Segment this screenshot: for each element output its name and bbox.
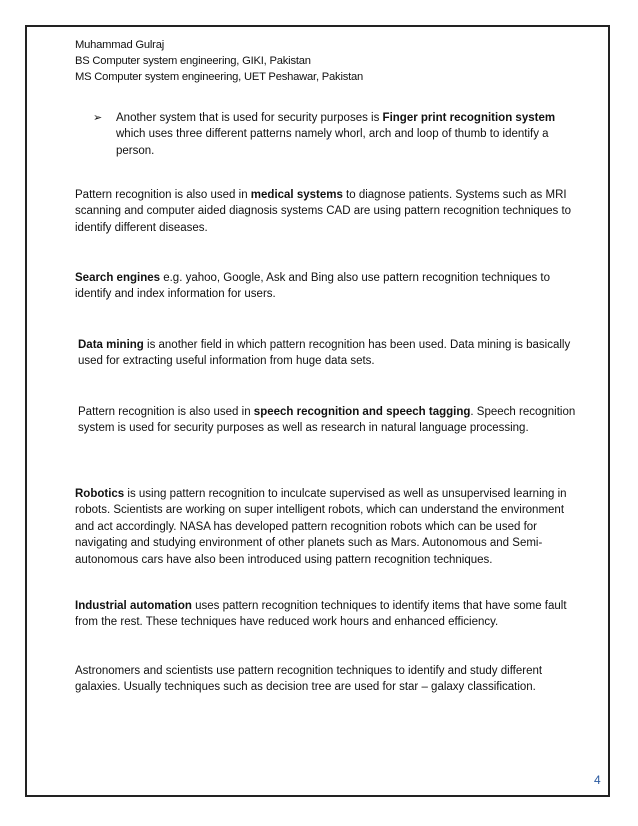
paragraph-industrial [75,598,575,631]
speech-text-after: . Speech recognition system is used for security purposes as well as research in natural language processing. [78,406,576,435]
paragraph-data-mining [78,337,578,370]
author-name: Muhammad Gulraj [75,39,165,51]
bullet-fingerprint [93,110,563,159]
paragraph-speech [78,404,578,437]
robotics-text-after: is using pattern recognition to inculcate supervised as well as unsupervised learning in robots. Scientists are working on super intelligent robots, which can understand the environment and act accordingly. NASA has developed pattern recognition robots which can be used for navigating and studying environment of other planets such as Mars. Autonomous and Semi-autonomous cars have also been introduced using pattern recognition techniques. [75,488,567,566]
datamining-text-after: is another field in which pattern recognition has been used. Data mining is basically used for extracting useful information from huge data sets. [78,339,571,368]
search-text-after: e.g. yahoo, Google, Ask and Bing also use pattern recognition techniques to identify and index information for users. [75,272,550,301]
page-number: 4 [594,773,601,787]
bullet-text [116,110,563,159]
search-bold-term: Search engines [75,272,161,284]
medical-text-before: Pattern recognition is also used in [75,189,251,201]
medical-bold-term: medical systems [250,189,343,201]
datamining-bold-term: Data mining [78,339,144,351]
robotics-bold-term: Robotics [75,488,125,500]
medical-text-after: to diagnose patients. Systems such as MRI scanning and computer aided diagnosis systems CAD are using pattern recognition techniques to identify different diseases. [75,189,572,234]
industrial-text-after: uses pattern recognition techniques to identify items that have some fault from the rest. These techniques have reduced work hours and enhanced efficiency. [75,600,567,629]
author-ms-degree: MS Computer system engineering, UET Peshawar, Pakistan [75,71,364,83]
author-bs-degree: BS Computer system engineering, GIKI, Pakistan [75,55,311,67]
bullet-bold-term: Finger print recognition system [382,112,556,124]
bullet-text-before: Another system that is used for security purposes is [116,112,383,124]
bullet-text-after: which uses three different patterns namely whorl, arch and loop of thumb to identify a person. [116,128,549,157]
speech-bold-term: speech recognition and speech tagging [253,406,471,418]
industrial-bold-term: Industrial automation [75,600,192,612]
paragraph-search-engines [75,270,575,303]
author-header [75,37,555,85]
paragraph-astronomy: Astronomers and scientists use pattern recognition techniques to identify and study different galaxies. Usually techniques such as decision tree are used for star – galaxy classification. [75,665,543,694]
speech-text-before: Pattern recognition is also used in [78,406,254,418]
arrow-bullet-icon: ➢ [93,112,103,124]
paragraph-robotics [75,486,575,568]
paragraph-medical [75,187,575,236]
